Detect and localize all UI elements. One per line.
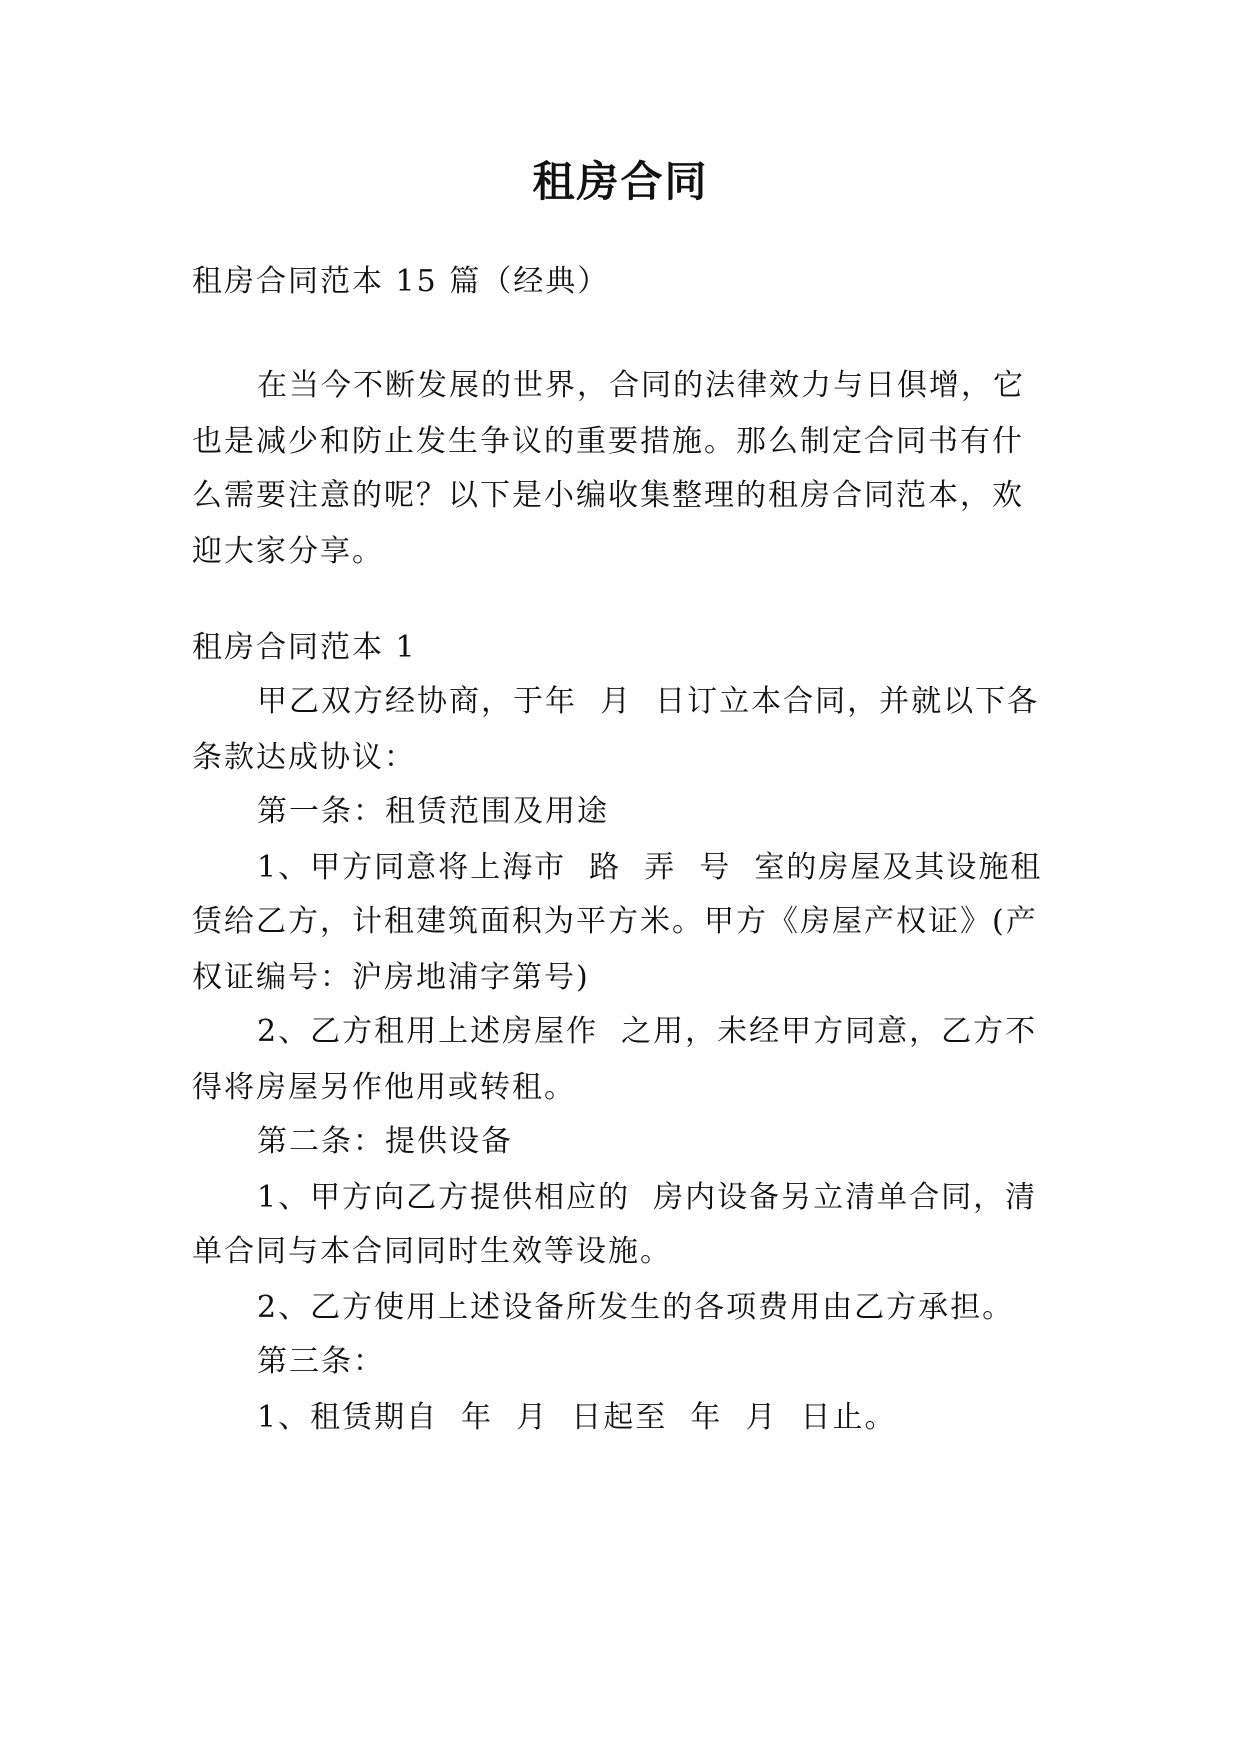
intro-line-1: 在当今不断发展的世界，合同的法律效力与日俱增，它 xyxy=(257,368,1025,403)
body-line-5: 赁给乙方，计租建筑面积为平方米。甲方《房屋产权证》(产 xyxy=(192,904,1038,939)
body-line-11: 单合同与本合同同时生效等设施。 xyxy=(192,1234,672,1269)
intro-line-2: 也是减少和防止发生争议的重要措施。那么制定合同书有什 xyxy=(192,424,1024,459)
body-line-1: 甲乙双方经协商，于年 月 日订立本合同，并就以下各 xyxy=(257,684,1040,719)
article-3-heading: 第三条： xyxy=(257,1344,385,1379)
sample-heading: 租房合同范本 1 xyxy=(192,630,417,665)
body-line-12: 2、乙方使用上述设备所发生的各项费用由乙方承担。 xyxy=(257,1290,1015,1325)
body-line-6: 权证编号：沪房地浦字第号) xyxy=(192,960,590,995)
body-line-2: 条款达成协议： xyxy=(192,740,416,775)
body-line-7: 2、乙方租用上述房屋作 之用，未经甲方同意，乙方不 xyxy=(257,1014,1038,1049)
document-title: 租房合同 xyxy=(532,157,709,206)
intro-line-4: 迎大家分享。 xyxy=(192,534,384,569)
body-line-14: 1、租赁期自 年 月 日起至 年 月 日止。 xyxy=(257,1400,897,1435)
intro-line-3: 么需要注意的呢？以下是小编收集整理的租房合同范本，欢 xyxy=(192,478,1024,513)
body-line-8: 得将房屋另作他用或转租。 xyxy=(192,1070,576,1105)
article-2-heading: 第二条：提供设备 xyxy=(257,1124,513,1159)
article-1-heading: 第一条：租赁范围及用途 xyxy=(257,794,609,829)
body-line-10: 1、甲方向乙方提供相应的 房内设备另立清单合同，清 xyxy=(257,1180,1038,1215)
document-subtitle: 租房合同范本 15 篇（经典） xyxy=(192,264,610,299)
body-line-4: 1、甲方同意将上海市 路 弄 号 室的房屋及其设施租 xyxy=(257,850,1043,885)
